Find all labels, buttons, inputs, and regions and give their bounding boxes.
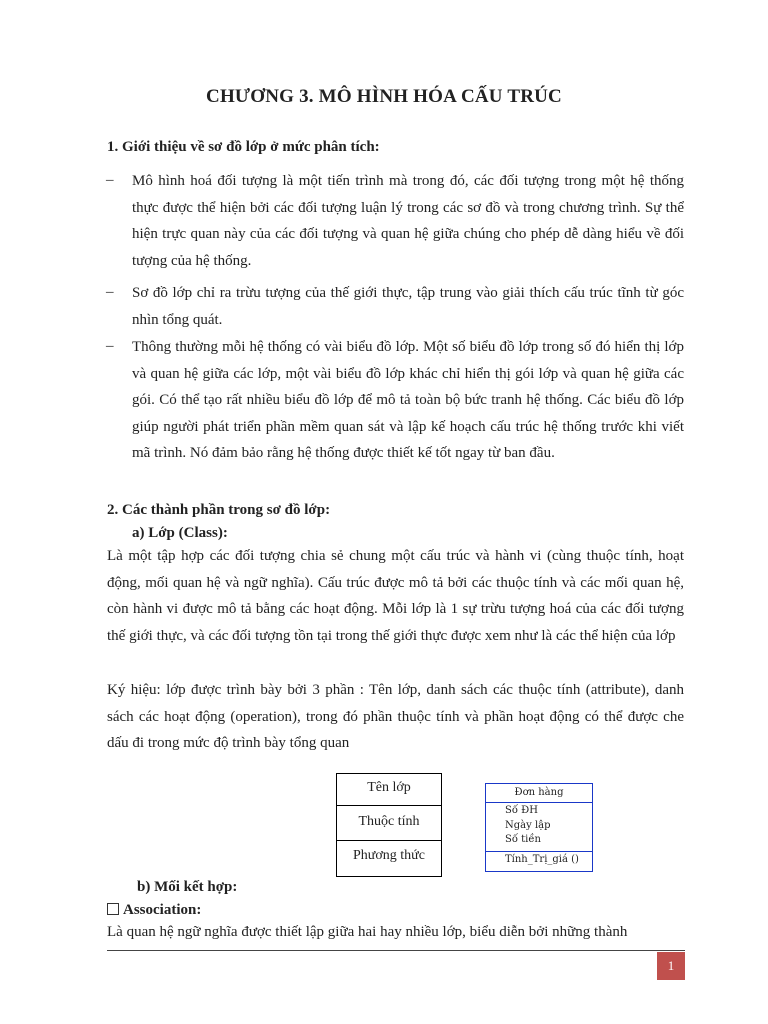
bullet-text-3: Thông thường mỗi hệ thống có vài biểu đồ lớp. Một số biểu đồ lớp trong số đó hiển thị lớp và quan hệ giữa các lớp, một vài biểu đồ lớp khác chỉ hiển thị gói lớp và quan hệ giữa các gói. Có thể tạo rất nhiều biểu đồ lớp để mô tả toàn bộ bức tranh hệ thống. Các biểu đồ lớp giúp người phát triển phần mềm quan sát và lập kế hoạch cấu trúc hệ thống trước khi viết mã trình. Nó đảm bảo rằng hệ thống được thiết kế tốt ngay từ ban đầu. bbox=[132, 339, 684, 461]
class-diagram-generic bbox=[336, 773, 442, 877]
association-label: Association: bbox=[123, 902, 202, 918]
notation-paragraph: Ký hiệu: lớp được trình bày bởi 3 phần : Tên lớp, danh sách các thuộc tính (attribute), danh sách các hoạt động (operation), trong đó phần thuộc tính và phần hoạt động có thể được che dấu đi trong mức độ trình bày tổng quan bbox=[107, 682, 684, 751]
example-attribute: Ngày lập bbox=[505, 820, 551, 831]
example-class-name: Đơn hàng bbox=[514, 787, 564, 798]
divider bbox=[337, 805, 441, 806]
example-attribute: Số tiền bbox=[505, 834, 541, 845]
class-attributes-cell: Thuộc tính bbox=[358, 814, 420, 829]
class-name-cell: Tên lớp bbox=[367, 780, 411, 795]
class-operations-cell: Phương thức bbox=[353, 848, 425, 863]
bullet-text-2: Sơ đồ lớp chỉ ra trừu tượng của thế giới thực, tập trung vào giải thích cấu trúc tĩnh từ góc nhìn tổng quát. bbox=[132, 285, 684, 328]
divider bbox=[337, 840, 441, 841]
divider bbox=[486, 802, 592, 803]
bullet-text-1: Mô hình hoá đối tượng là một tiến trình mà trong đó, các đối tượng trong một hệ thống thực được thể hiện bởi các đối tượng luận lý trong các sơ đồ và trong chương trình. Sự thể hiện trực quan này của các đối tượng và quan hệ giữa chúng cho phép dễ dàng hiểu về đối tượng của hệ thống. bbox=[132, 173, 684, 269]
class-definition-paragraph: Là một tập hợp các đối tượng chia sẻ chung một cấu trúc và hành vi (cùng thuộc tính, hoạt động, mối quan hệ và ngữ nghĩa). Cấu trúc được mô tả bởi các thuộc tính và các mối quan hệ, còn hành vi được mô tả bằng các hoạt động. Mỗi lớp là 1 sự trừu tượng hoá của các đối tượng thế giới thực, và các đối tượng tồn tại trong thế giới thực được xem như là các thể hiện của lớp bbox=[107, 548, 684, 644]
checkbox-icon bbox=[107, 903, 119, 915]
divider bbox=[486, 851, 592, 852]
subsection-a-heading: a) Lớp (Class): bbox=[132, 525, 228, 541]
example-attribute: Số ĐH bbox=[505, 805, 538, 816]
class-diagram-example bbox=[485, 783, 593, 872]
bullet-dash: – bbox=[106, 172, 114, 188]
association-paragraph: Là quan hệ ngữ nghĩa được thiết lập giữa hai hay nhiều lớp, biểu diễn bởi những thành bbox=[107, 924, 628, 940]
association-heading bbox=[107, 902, 201, 919]
page-number-badge: 1 bbox=[657, 952, 685, 980]
bullet-dash: – bbox=[106, 284, 114, 300]
subsection-b-heading: b) Mối kết hợp: bbox=[137, 879, 238, 895]
page-title: CHƯƠNG 3. MÔ HÌNH HÓA CẤU TRÚC bbox=[206, 86, 562, 107]
section-2-heading: 2. Các thành phần trong sơ đồ lớp: bbox=[107, 502, 331, 518]
bullet-dash: – bbox=[106, 338, 114, 354]
footer-divider bbox=[107, 950, 685, 951]
example-operation: Tính_Trị_giá () bbox=[505, 854, 579, 865]
section-1-heading: 1. Giới thiệu về sơ đồ lớp ở mức phân tích: bbox=[107, 139, 380, 155]
